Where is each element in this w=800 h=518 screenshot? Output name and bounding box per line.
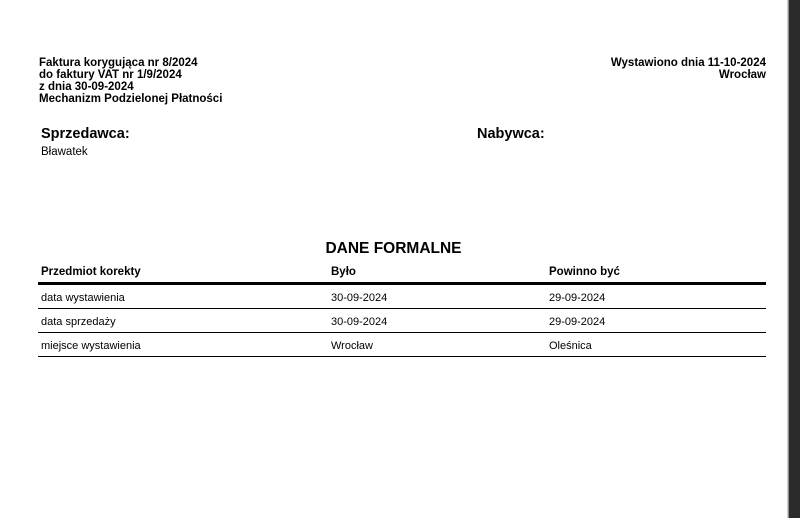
viewer-scrollbar[interactable] <box>789 0 800 518</box>
cell-should-be: 29-09-2024 <box>549 316 606 328</box>
cell-was: 30-09-2024 <box>331 292 388 304</box>
cell-subject: data wystawienia <box>41 292 125 304</box>
issue-info <box>611 57 766 81</box>
buyer-heading: Nabywca: <box>477 126 545 142</box>
issue-date: Wystawiono dnia 11-10-2024 <box>610 57 766 69</box>
table-row <box>38 309 766 333</box>
cell-subject: data sprzedaży <box>41 316 116 328</box>
corrections-table <box>38 262 766 357</box>
issue-place: Wrocław <box>718 69 766 81</box>
invoice-header <box>39 57 222 105</box>
section-title: DANE FORMALNE <box>325 240 462 257</box>
seller-heading: Sprzedawca: <box>41 126 130 142</box>
invoice-number: Faktura korygująca nr 8/2024 <box>39 57 198 69</box>
cell-should-be: 29-09-2024 <box>549 292 606 304</box>
column-header-was: Było <box>331 266 356 278</box>
table-row <box>38 333 766 357</box>
cell-subject: miejsce wystawienia <box>41 340 141 352</box>
column-header-should-be: Powinno być <box>549 266 620 278</box>
column-header-subject: Przedmiot korekty <box>41 266 141 278</box>
cell-was: Wrocław <box>331 340 373 352</box>
table-row <box>38 285 766 309</box>
split-payment-note: Mechanizm Podzielonej Płatności <box>39 93 223 105</box>
original-invoice-ref: do faktury VAT nr 1/9/2024 <box>39 69 182 81</box>
original-invoice-date: z dnia 30-09-2024 <box>39 81 134 93</box>
cell-was: 30-09-2024 <box>331 316 388 328</box>
cell-should-be: Oleśnica <box>549 340 592 352</box>
seller-name: Bławatek <box>41 146 88 158</box>
table-header <box>38 262 766 285</box>
